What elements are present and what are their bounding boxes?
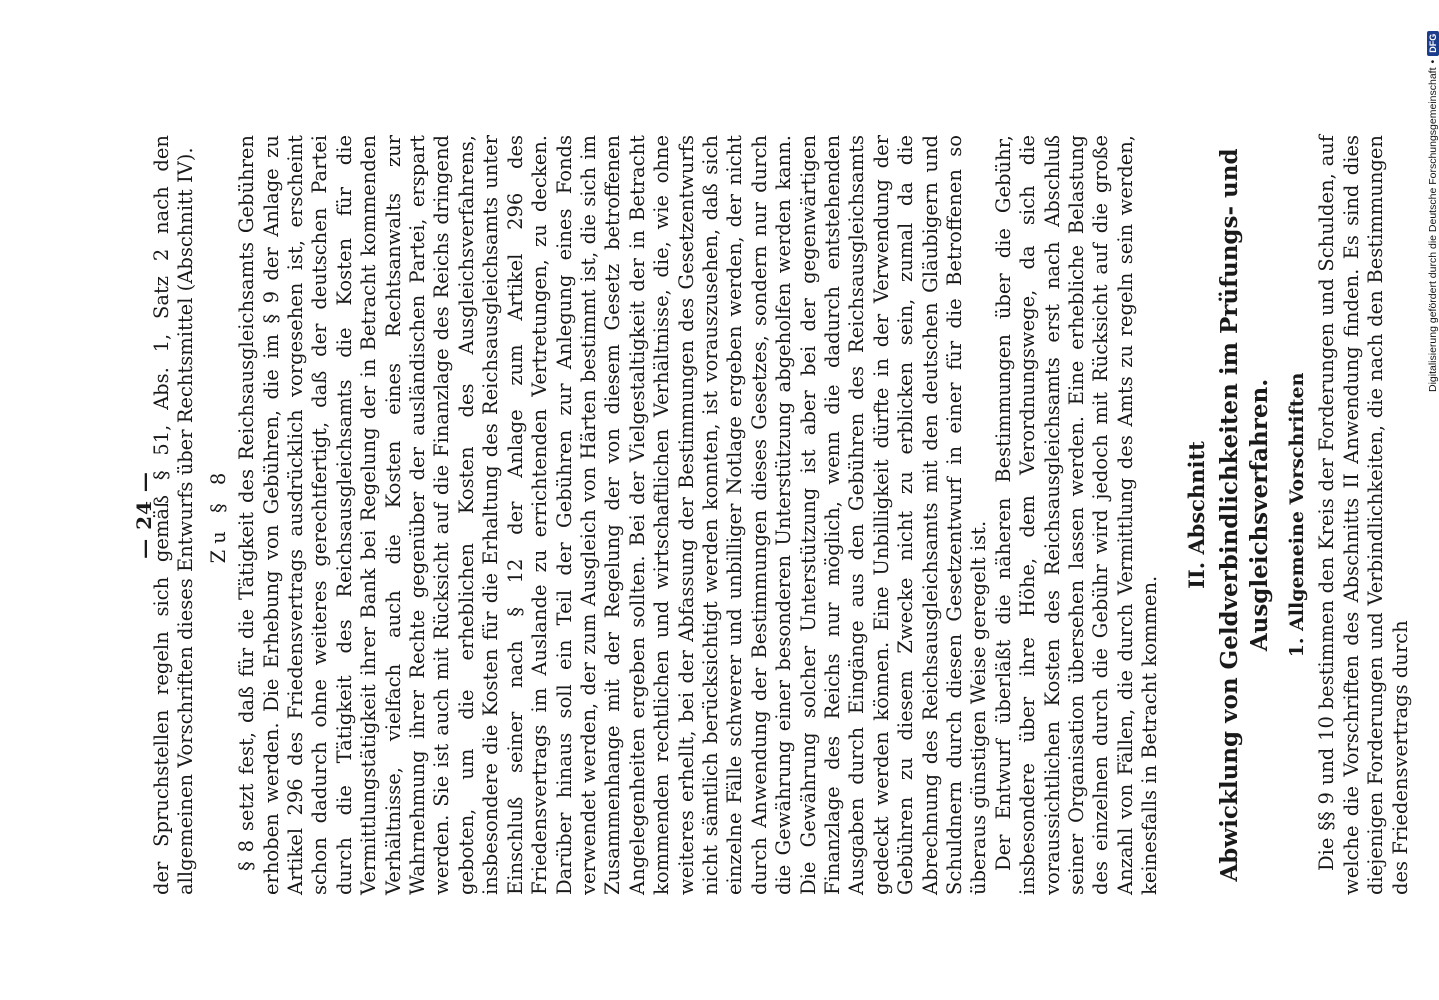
paragraph-paragraphs-9-10: Die §§ 9 und 10 bestimmen den Kreis der Forderungen und Schulden, auf welche die Vorschriften des Abschnitts II Anwendung finden. Es sind dies diejenigen Forderungen und Verbindlichkeiten, die nach den Bestimmungen des Friedensvertrags durch	[1315, 135, 1412, 895]
paragraph-rechtsmittel: der Spruchstellen regeln sich gemäß § 51, Abs. 1, Satz 2 nach den allgemeinen Vorschriften dieses Entwurfs über Rechtsmittel (Abschnitt IV).	[150, 135, 198, 895]
credit-separator: •	[1427, 59, 1439, 64]
heading-zu-paragraph-8: Zu § 8	[206, 466, 230, 564]
page-body	[150, 135, 1413, 895]
dfg-logo-badge: DFG	[1427, 31, 1439, 56]
document-page	[120, 135, 1412, 895]
paragraph-gebuehren: § 8 setzt fest, daß für die Tätigkeit des Reichsausgleichsamts Gebühren erhoben werden. Die Erhebung von Gebühren, die im § 9 der Anlage zu Artikel 296 des Friedensvertrags ausdrücklich vorgesehen ist, erscheint schon dadurch ohne weiteres gerechtfertigt, daß der deutschen Partei durch die Tätigkeit des Reichsausgleichsamts die Kosten für die Vermittlungstätigkeit ihrer Bank bei Regelung der in Betracht kommenden Verhältnisse, vielfach auch die Kosten eines Rechtsanwalts zur Wahrnehmung ihrer Rechte gegenüber der ausländischen Partei, erspart werden. Sie ist auch mit Rücksicht auf die Finanzlage des Reichs dringend geboten, um die erheblichen Kosten des Ausgleichsverfahrens, insbesondere die Kosten für die Erhaltung des Reichsausgleichsamts unter Einschluß seiner nach § 12 der Anlage zum Artikel 296 des Friedensvertrags im Auslande zu errichtenden Vertretungen, zu decken. Darüber hinaus soll ein Teil der Gebühren zur Anlegung eines Fonds verwendet werden, der zum Ausgleich von Härten bestimmt ist, die sich im Zusammenhange mit der Regelung der von diesem Gesetz betroffenen Angelegenheiten ergeben sollten. Bei der Vielgestaltigkeit der in Betracht kommenden rechtlichen und wirtschaftlichen Verhältnisse, die, wie ohne weiteres erhellt, bei der Abfassung der Bestimmungen des Gesetzentwurfs nicht sämtlich berücksichtigt werden konnten, ist vorauszusehen, daß sich einzelne Fälle schwerer und unbilliger Notlage ergeben werden, der nicht durch Anwendung der Bestimmungen dieses Gesetzes, sondern nur durch die Gewährung einer besonderen Unterstützung abgeholfen werden kann. Die Gewährung solcher Unterstützung ist aber bei der gegenwärtigen Finanzlage des Reichs nur möglich, wenn die dadurch entstehenden Ausgaben durch Eingänge aus den Gebühren des Reichsausgleichsamts gedeckt werden können. Eine Unbilligkeit dürfte in der Verwendung der Gebühren zu diesem Zwecke nicht zu erblicken sein, zumal da die Abrechnung des Reichsausgleichsamts mit den deutschen Gläubigern und Schuldnern durch diesen Gesetzentwurf in einer für die Betroffenen so überaus günstigen Weise geregelt ist.	[235, 135, 991, 895]
credit-text: Digitalisierung gefördert durch die Deutsche Forschungsgemeinschaft	[1427, 67, 1439, 392]
section-title: Abwicklung von Geldverbindlichkeiten im Prüfungs- und Ausgleichsverfahren.	[1216, 148, 1274, 882]
paragraph-entwurf-gebuehr: Der Entwurf überläßt die näheren Bestimmungen über die Gebühr, insbesondere über ihre Höhe, dem Verordnungswege, da sich die voraussichtlichen Kosten des Reichsausgleichsamts erst nach Abschluß seiner Organisation übersehen lassen werden. Eine erhebliche Belastung des einzelnen durch die Gebühr wird jedoch mit Rücksicht auf die große Anzahl von Fällen, die durch Vermittlung des Amts zu regeln sein werden, keinesfalls in Betracht kommen.	[991, 135, 1162, 895]
section-subheading: 1. Allgemeine Vorschriften	[1286, 372, 1309, 658]
section-label: II. Abschnitt	[1183, 441, 1209, 589]
page-number: — 24 —	[132, 471, 156, 559]
digitization-credit	[1396, 0, 1439, 1000]
